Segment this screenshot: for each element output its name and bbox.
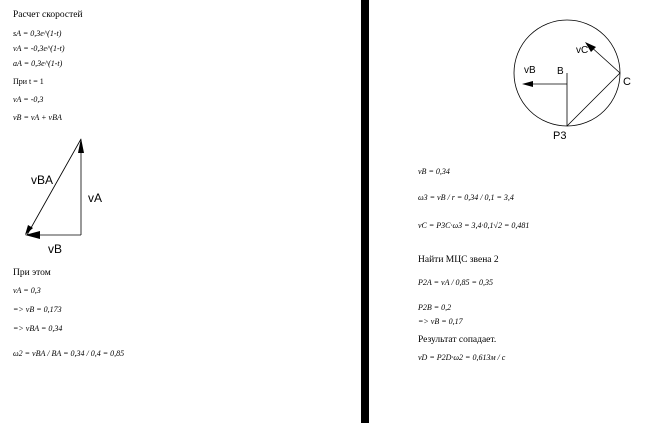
va-arrowhead	[78, 138, 84, 153]
label-vba: vBA	[31, 173, 54, 187]
equation-velocity: vA = -0,3e^(1-t)	[13, 44, 65, 53]
result-vba: => vBA = 0,34	[13, 324, 63, 333]
label-vc: vC	[576, 45, 589, 56]
equation-acceleration: aA = 0,3e^(1-t)	[13, 59, 63, 68]
vc-equation: vC = P3C·ω3 = 3,4·0,1√2 = 0,481	[418, 221, 530, 230]
label-p3: P3	[553, 130, 567, 142]
omega3-equation: ω3 = vB / r = 0,34 / 0,1 = 3,4	[418, 193, 514, 202]
result-va: vA = 0,3	[13, 286, 41, 295]
result-vb: => vB = 0,173	[13, 305, 62, 314]
right-page	[369, 0, 666, 423]
condition-label: При t = 1	[13, 77, 44, 86]
va-value: vA = -0,3	[13, 95, 44, 104]
vb-arrowhead	[522, 81, 533, 87]
find-icv-title: Найти МЦС звена 2	[418, 255, 499, 265]
vector-equation: vB = vA + vBA	[13, 113, 62, 122]
page-divider	[361, 0, 369, 423]
label-b: B	[557, 66, 564, 77]
section-title: Расчет скоростей	[13, 10, 83, 20]
line-p3-c	[567, 73, 620, 126]
with-this-label: При этом	[13, 268, 51, 278]
vb-value: vB = 0,34	[418, 167, 450, 176]
vba-line	[27, 139, 81, 235]
vb2-value: => vB = 0,17	[418, 317, 463, 326]
omega2-equation: ω2 = vBA / BA = 0,34 / 0,4 = 0,85	[13, 349, 125, 358]
velocity-triangle-diagram	[22, 135, 142, 255]
label-vb-right: vB	[524, 65, 536, 76]
equation-position: sA = 0,3e^(1-t)	[13, 29, 62, 38]
p2a-equation: P2A = vA / 0,85 = 0,35	[418, 278, 493, 287]
p2b-value: P2B = 0,2	[418, 303, 452, 312]
label-c: C	[623, 76, 631, 88]
label-vb: vB	[48, 242, 63, 256]
vd-equation: vD = P2D·ω2 = 0,613м / с	[418, 353, 506, 362]
label-va: vA	[88, 191, 103, 205]
result-statement: Результат сопадает.	[418, 335, 497, 345]
